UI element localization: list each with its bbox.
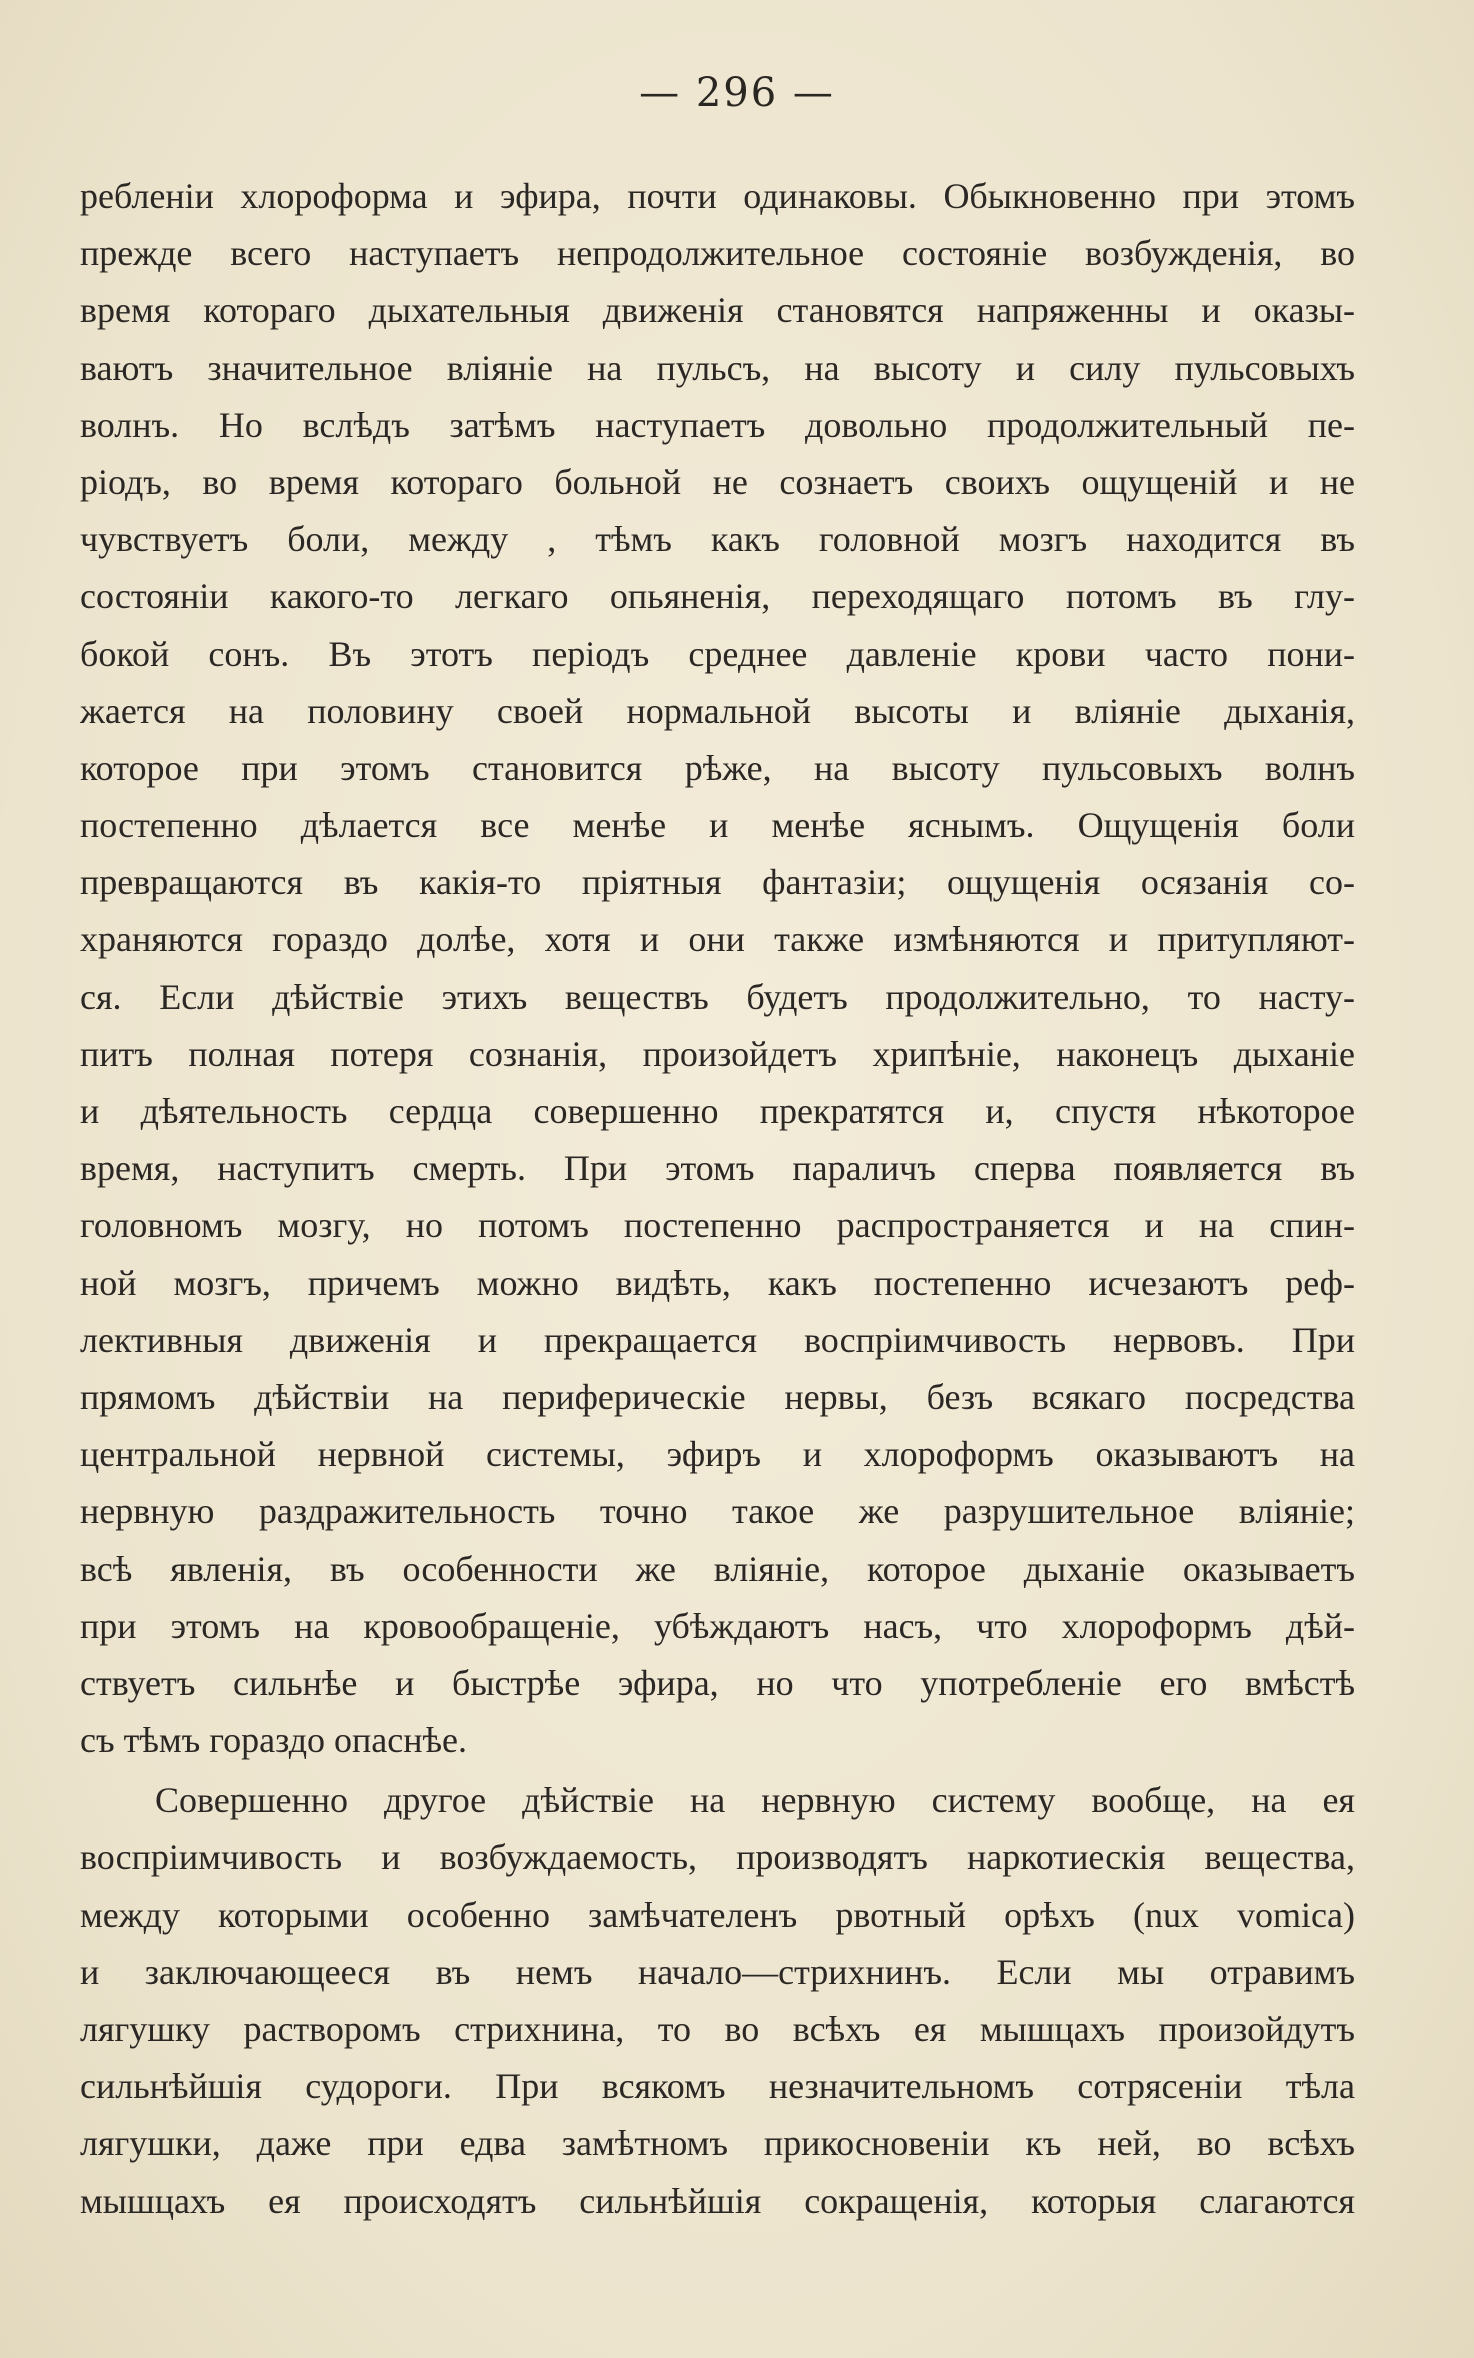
text-line: бокой сонъ. Въ этотъ періодъ среднее давленіе крови часто пони- <box>80 633 1355 674</box>
text-line: и дѣятельность сердца совершенно прекратятся и, спустя нѣкоторое <box>80 1091 1355 1131</box>
text-line: лягушки, даже при едва замѣтномъ прикосновеніи къ ней, во всѣхъ <box>80 2123 1355 2164</box>
text-line: ребленіи хлороформа и эфира, почти одинаковы. Обыкновенно при этомъ <box>80 176 1355 216</box>
text-line: при этомъ на кровообращеніе, убѣждаютъ насъ, что хлороформъ дѣй- <box>80 1605 1355 1646</box>
text-line: лягушку растворомъ стрихнина, то во всѣхъ ея мышцахъ произойдутъ <box>80 2009 1355 2049</box>
text-line: между которыми особенно замѣчателенъ рвотный орѣхъ (nux vomica) <box>80 1894 1355 1935</box>
text-line: ся. Если дѣйствіе этихъ веществъ будетъ продолжительно, то насту- <box>80 976 1355 1017</box>
text-line: сильнѣйшія судороги. При всякомъ незначительномъ сотрясеніи тѣла <box>80 2066 1355 2107</box>
text-line: ваютъ значительное вліяніе на пульсъ, на высоту и силу пульсовыхъ <box>80 347 1355 388</box>
text-line: время, наступитъ смерть. При этомъ параличъ сперва появляется въ <box>80 1148 1355 1189</box>
text-line: волнъ. Но вслѣдъ затѣмъ наступаетъ довольно продолжительный пе- <box>80 404 1355 445</box>
text-line: чувствуетъ боли, между , тѣмъ какъ головной мозгъ находится въ <box>80 519 1355 560</box>
text-line: питъ полная потеря сознанія, произойдетъ хрипѣніе, наконецъ дыханіе <box>80 1033 1355 1074</box>
text-line: Совершенно другое дѣйствіе на нервную систему вообще, на ея <box>155 1780 1355 1821</box>
text-line: ствуетъ сильнѣе и быстрѣе эфира, но что употребленіе его вмѣстѣ <box>80 1662 1355 1703</box>
text-line: нервную раздражительность точно такое же разрушительное вліяніе; <box>80 1491 1355 1532</box>
text-line: лективныя движенія и прекращается воспріимчивость нервовъ. При <box>80 1319 1355 1360</box>
text-line: воспріимчивость и возбуждаемость, производятъ наркотиескія вещества, <box>80 1837 1355 1878</box>
text-line: и заключающееся въ немъ начало—стрихнинъ. Если мы отравимъ <box>80 1951 1355 1992</box>
text-line: превращаются въ какія-то пріятныя фантазіи; ощущенія осязанія со- <box>80 862 1355 903</box>
text-line: состояніи какого-то легкаго опьяненія, переходящаго потомъ въ глу- <box>80 576 1355 617</box>
text-line: постепенно дѣлается все менѣе и менѣе яснымъ. Ощущенія боли <box>80 805 1355 846</box>
text-line: мышцахъ ея происходятъ сильнѣйшія сокращенія, которыя слагаются <box>80 2180 1355 2221</box>
text-line: съ тѣмъ гораздо опаснѣе. <box>80 1720 468 1761</box>
text-line: ріодъ, во время котораго больной не сознаетъ своихъ ощущеній и не <box>80 461 1355 502</box>
text-line: головномъ мозгу, но потомъ постепенно распространяется и на спин- <box>80 1205 1355 1246</box>
text-line: прежде всего наступаетъ непродолжительное состояніе возбужденія, во <box>80 233 1355 274</box>
text-line: прямомъ дѣйствіи на периферическіе нервы, безъ всякаго посредства <box>80 1376 1355 1417</box>
paragraph-1 <box>80 168 1355 1769</box>
text-line: жается на половину своей нормальной высоты и вліяніе дыханія, <box>80 690 1355 731</box>
page-number: — 296 — <box>639 70 835 116</box>
paragraph-2 <box>80 1772 1355 2230</box>
text-line: которое при этомъ становится рѣже, на высоту пульсовыхъ волнъ <box>80 747 1355 788</box>
text-line: храняются гораздо долѣе, хотя и они также измѣняются и притупляют- <box>80 919 1355 960</box>
text-line: всѣ явленія, въ особенности же вліяніе, которое дыханіе оказываетъ <box>80 1548 1355 1589</box>
text-line: время котораго дыхательныя движенія становятся напряженны и оказы- <box>80 290 1355 331</box>
body-text <box>80 168 1355 2230</box>
text-line: ной мозгъ, причемъ можно видѣть, какъ постепенно исчезаютъ реф- <box>80 1262 1355 1303</box>
text-line: центральной нервной системы, эфиръ и хлороформъ оказываютъ на <box>80 1434 1355 1475</box>
